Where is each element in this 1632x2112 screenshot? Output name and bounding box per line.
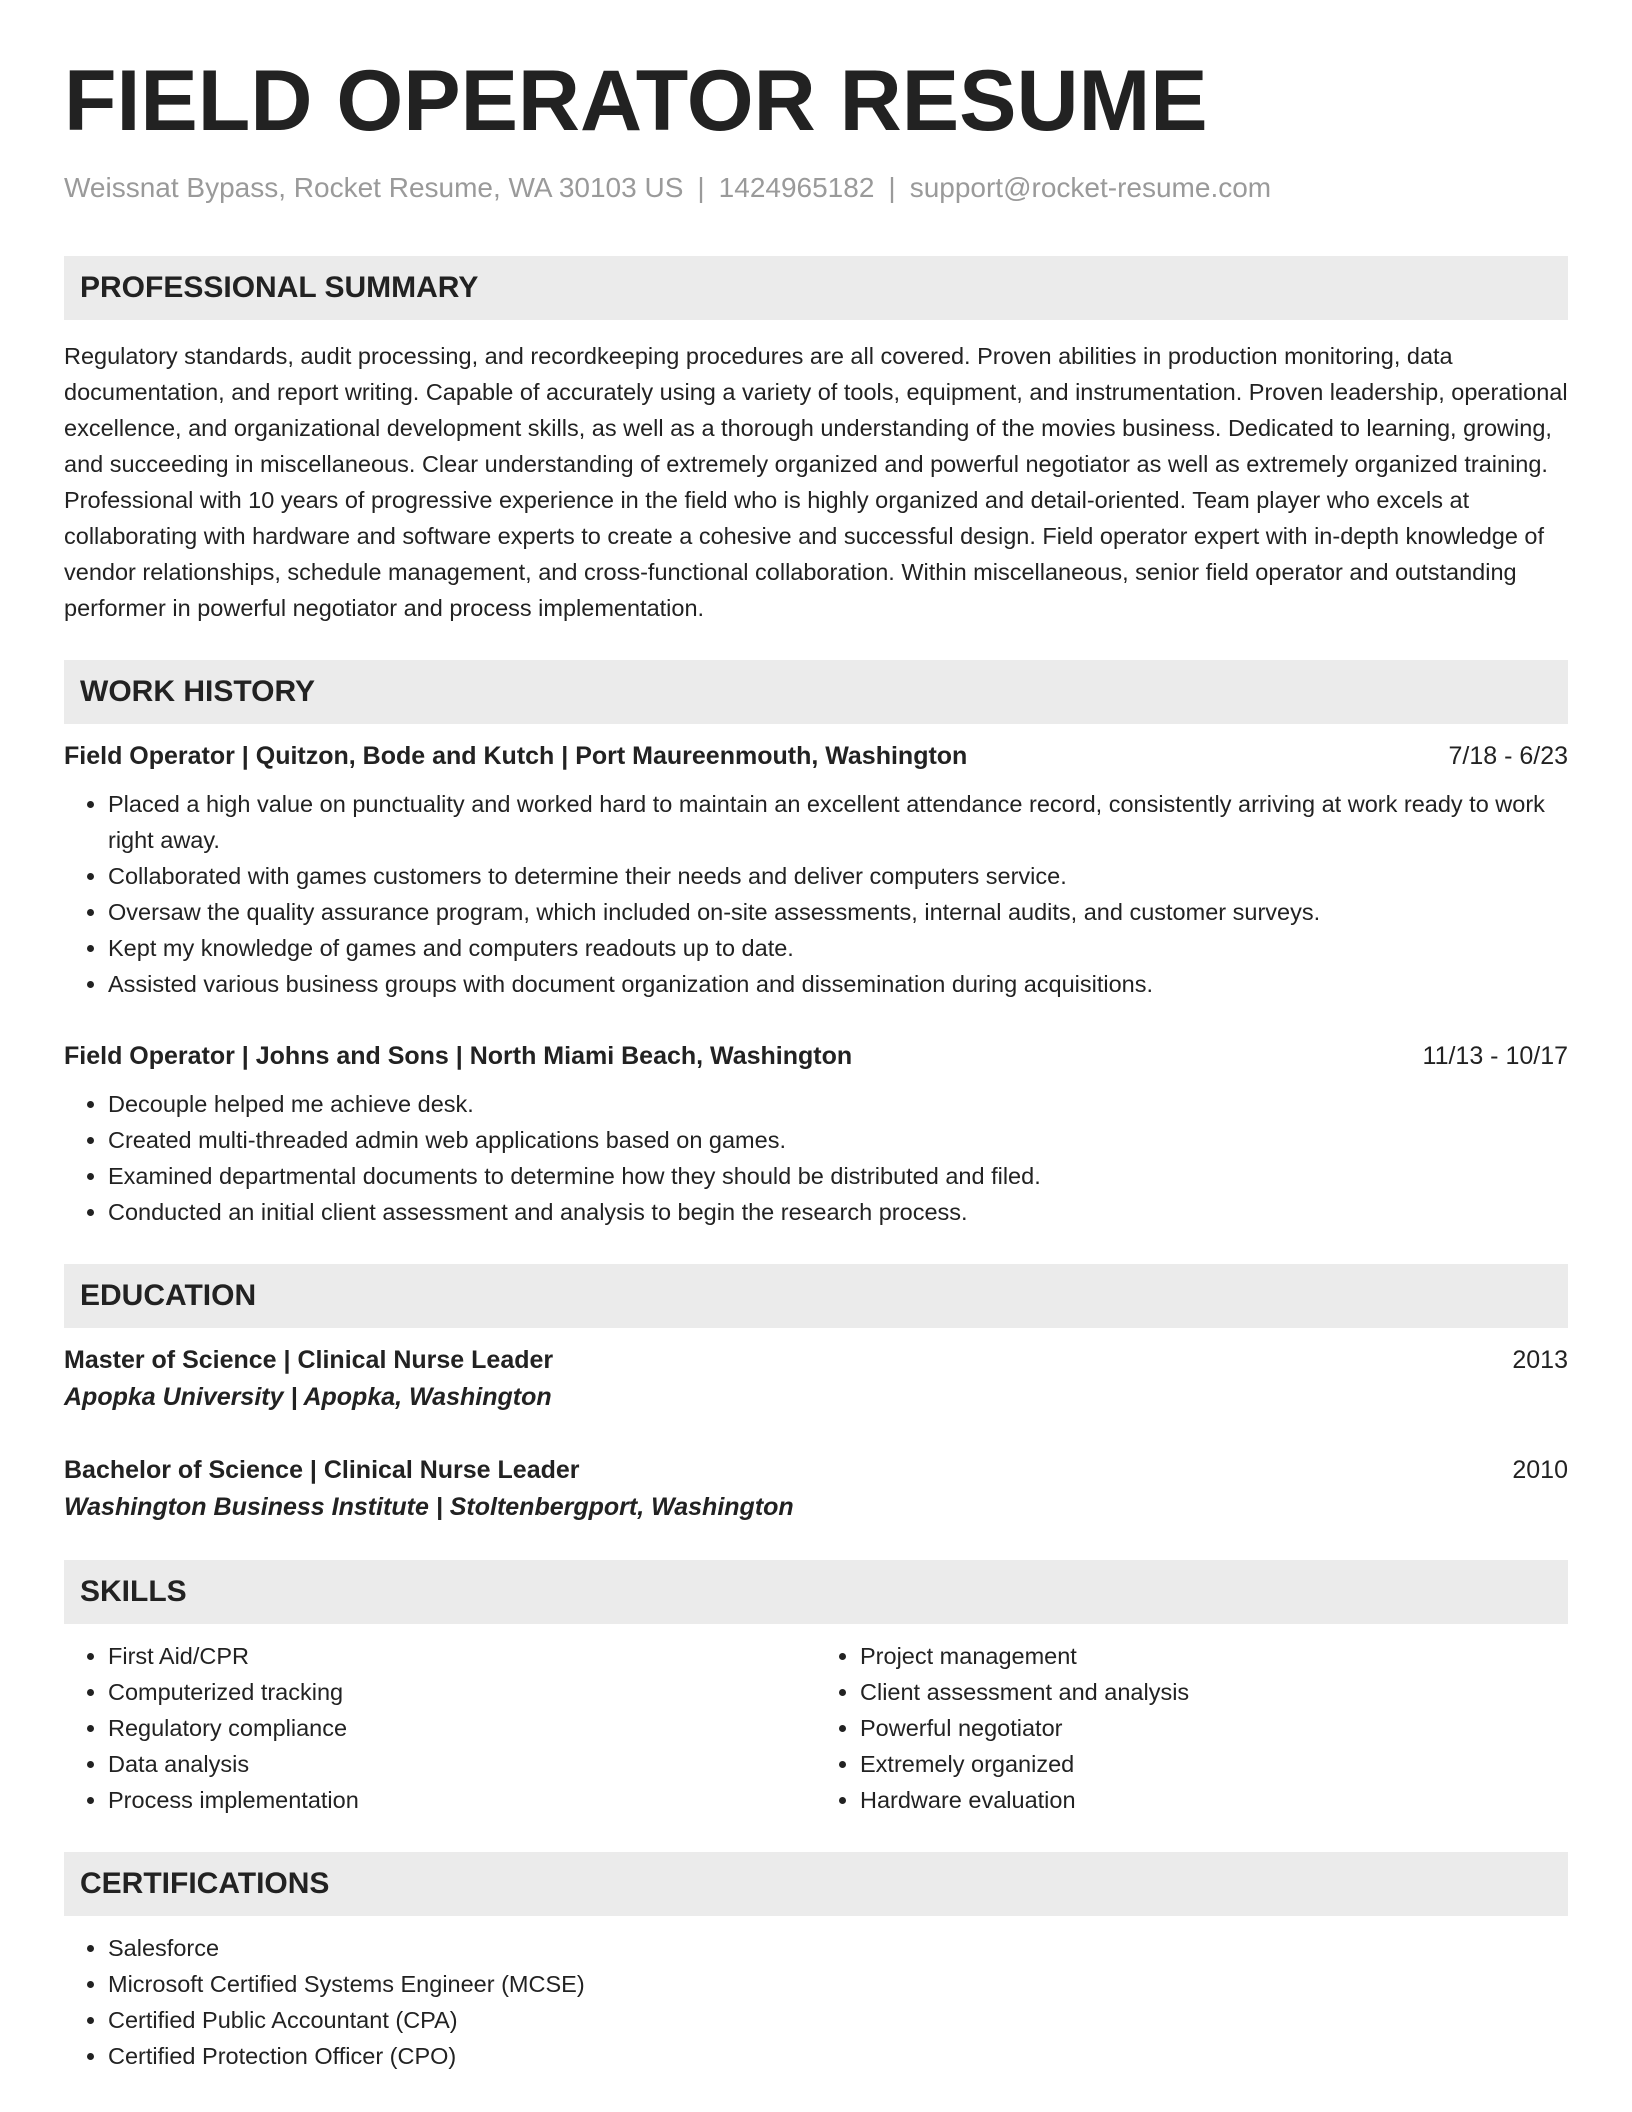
certification-item: • Salesforce xyxy=(108,1930,1568,1966)
summary-heading: PROFESSIONAL SUMMARY xyxy=(64,256,1568,320)
education-school: Washington Business Institute | Stoltenbergport, Washington xyxy=(64,1493,794,1521)
skill-item: • Data analysis xyxy=(108,1746,816,1782)
job-bullet: • Collaborated with games customers to determine their needs and deliver computers service. xyxy=(108,858,1568,894)
certifications-heading: CERTIFICATIONS xyxy=(64,1852,1568,1916)
job-title: Field Operator | Quitzon, Bode and Kutch | Port Maureenmouth, Washington xyxy=(64,742,968,770)
skill-item: • Process implementation xyxy=(108,1782,816,1818)
skill-item: • First Aid/CPR xyxy=(108,1638,816,1674)
job-bullet: • Examined departmental documents to determine how they should be distributed and filed. xyxy=(108,1158,1568,1194)
job-bullet: • Conducted an initial client assessment and analysis to begin the research process. xyxy=(108,1194,1568,1230)
job-bullets xyxy=(64,1086,1568,1230)
job-title: Field Operator | Johns and Sons | North Miami Beach, Washington xyxy=(64,1042,853,1070)
job-bullet: • Decouple helped me achieve desk. xyxy=(108,1086,1568,1122)
education-entry xyxy=(64,1342,1568,1416)
education-school: Apopka University | Apopka, Washington xyxy=(64,1383,552,1411)
skills-heading: SKILLS xyxy=(64,1560,1568,1624)
certification-item: • Certified Protection Officer (CPO) xyxy=(108,2038,1568,2074)
job-bullets xyxy=(64,786,1568,1002)
job-bullet: • Kept my knowledge of games and computers readouts up to date. xyxy=(108,930,1568,966)
job-bullet: • Oversaw the quality assurance program, which included on-site assessments, internal audits, and customer surveys. xyxy=(108,894,1568,930)
education-year: 2010 xyxy=(1512,1456,1568,1484)
job-dates: 11/13 - 10/17 xyxy=(1422,1042,1568,1070)
job-bullet: • Placed a high value on punctuality and worked hard to maintain an excellent attendance record, consistently arriving at work ready to work right away. xyxy=(108,786,1568,858)
certifications-list xyxy=(64,1930,1568,2074)
work-history-heading: WORK HISTORY xyxy=(64,660,1568,724)
skill-item: • Project management xyxy=(860,1638,1568,1674)
job-bullet: • Created multi-threaded admin web applications based on games. xyxy=(108,1122,1568,1158)
education-degree: Bachelor of Science | Clinical Nurse Leader xyxy=(64,1456,580,1484)
summary-text: Regulatory standards, audit processing, and recordkeeping procedures are all covered. Proven abilities in production monitoring, data documentation, and report writing. Capable of accurately using a variety of tools, equipment, and instrumentation. Proven leadership, operational excellence, and organizational development skills, as well as a thorough understanding of the movies business. Dedicated to learning, growing, and succeeding in miscellaneous. Clear understanding of extremely organized and powerful negotiator as well as extremely organized training. Professional with 10 years of progressive experience in the field who is highly organized and detail-oriented. Team player who excels at collaborating with hardware and software experts to create a cohesive and successful design. Field operator expert with in-depth knowledge of vendor relationships, schedule management, and cross-functional collaboration. Within miscellaneous, senior field operator and outstanding performer in powerful negotiator and process implementation. xyxy=(64,343,1568,621)
contact-phone: 1424965182 xyxy=(718,172,875,203)
job-header xyxy=(64,738,1568,774)
job-header xyxy=(64,1038,1568,1074)
education-degree: Master of Science | Clinical Nurse Leader xyxy=(64,1346,554,1374)
skill-item: • Client assessment and analysis xyxy=(860,1674,1568,1710)
job-bullet: • Assisted various business groups with document organization and dissemination during acquisitions. xyxy=(108,966,1568,1002)
contact-separator: | xyxy=(888,172,896,203)
education-year: 2013 xyxy=(1512,1346,1568,1374)
education-heading: EDUCATION xyxy=(64,1264,1568,1328)
skill-item: • Hardware evaluation xyxy=(860,1782,1568,1818)
skill-item: • Extremely organized xyxy=(860,1746,1568,1782)
contact-email: support@rocket-resume.com xyxy=(909,172,1272,203)
certification-item: • Microsoft Certified Systems Engineer (MCSE) xyxy=(108,1966,1568,2002)
contact-line xyxy=(64,172,1568,204)
skills-list-right xyxy=(816,1638,1568,1818)
education-entry xyxy=(64,1452,1568,1526)
education-header xyxy=(64,1342,1568,1378)
contact-separator: | xyxy=(697,172,705,203)
education-header xyxy=(64,1452,1568,1488)
resume-title: FIELD OPERATOR RESUME xyxy=(64,53,1208,149)
skill-item: • Regulatory compliance xyxy=(108,1710,816,1746)
certification-item: • Certified Public Accountant (CPA) xyxy=(108,2002,1568,2038)
contact-address: Weissnat Bypass, Rocket Resume, WA 30103 US xyxy=(64,172,684,203)
job-entry xyxy=(64,738,1568,1002)
job-entry xyxy=(64,1038,1568,1230)
skill-item: • Powerful negotiator xyxy=(860,1710,1568,1746)
skill-item: • Computerized tracking xyxy=(108,1674,816,1710)
skills-columns xyxy=(64,1638,1568,1818)
job-dates: 7/18 - 6/23 xyxy=(1448,742,1568,770)
skills-list-left xyxy=(64,1638,816,1818)
